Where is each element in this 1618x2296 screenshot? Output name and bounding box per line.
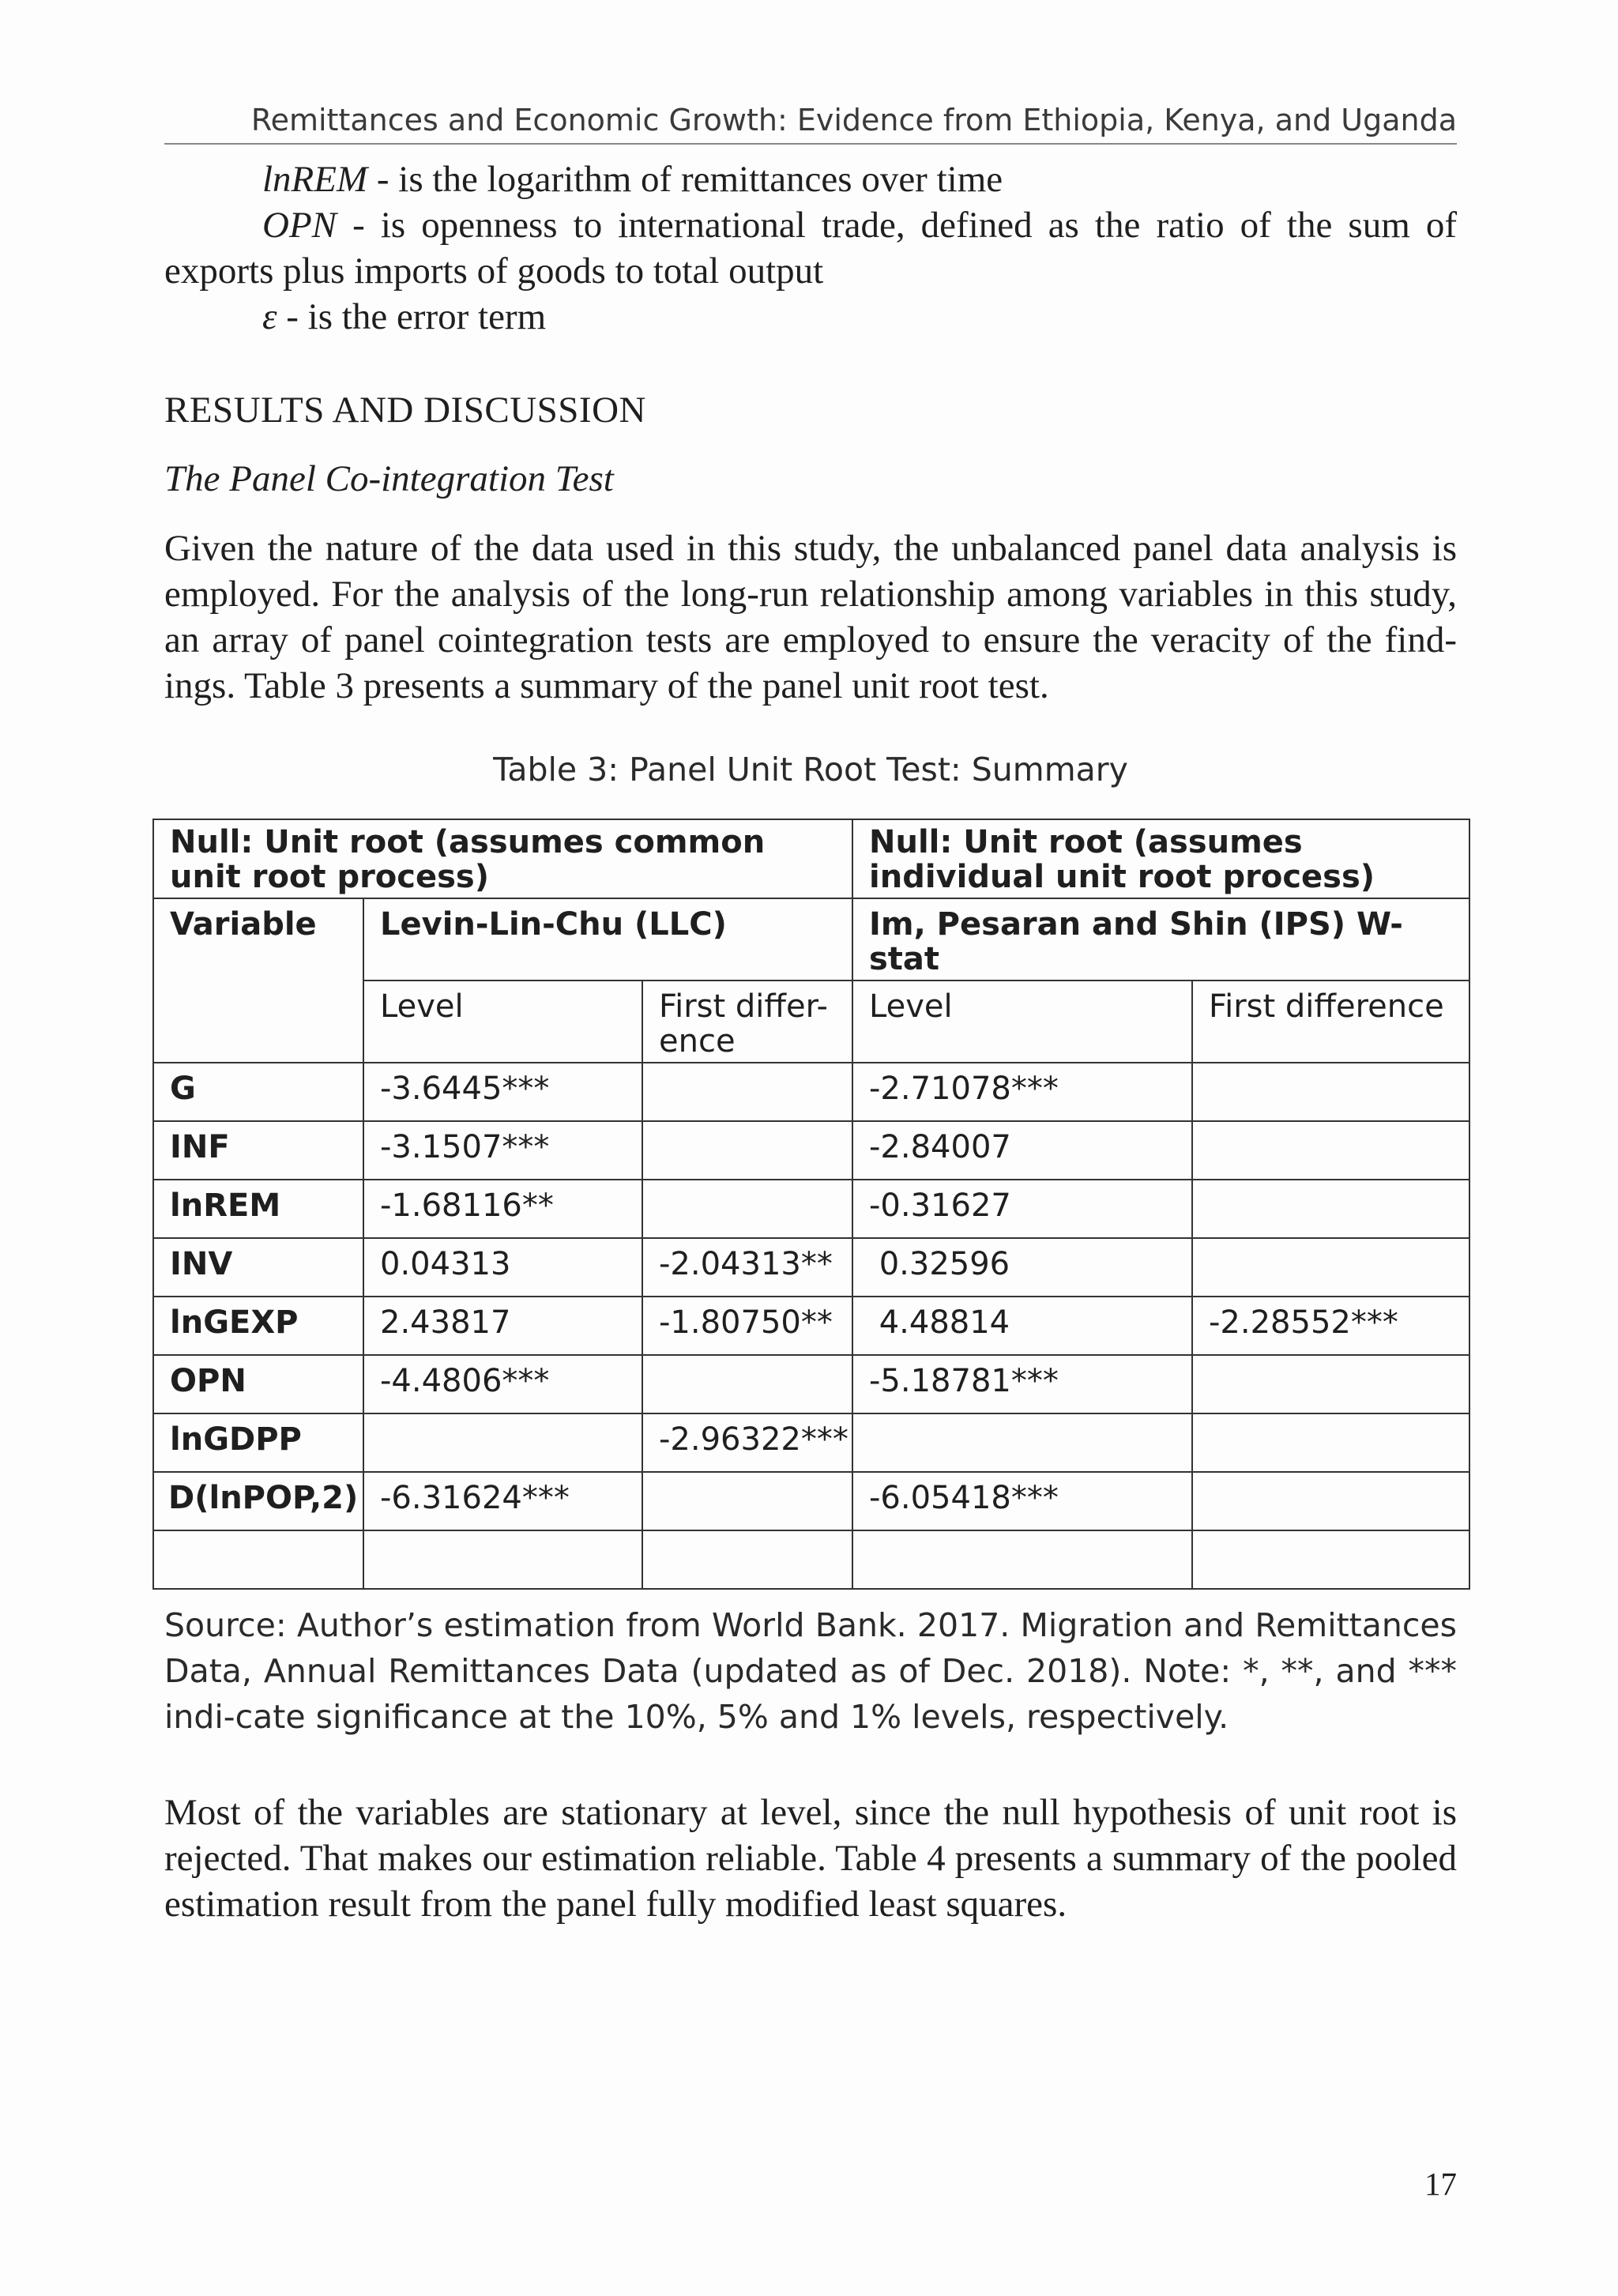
cell-llc-first-difference bbox=[642, 1530, 852, 1589]
table-row bbox=[153, 1530, 1469, 1589]
cell-llc-level: -1.68116** bbox=[363, 1180, 642, 1238]
cell-llc-first-difference bbox=[642, 1355, 852, 1413]
cell-llc-first-difference bbox=[642, 1180, 852, 1238]
subsection-heading: The Panel Co-integration Test bbox=[164, 458, 614, 499]
table-row bbox=[153, 1180, 1469, 1238]
cell-ips-first-difference bbox=[1192, 1238, 1469, 1297]
header-null-individual: Null: Unit root (assumes individual unit root process) bbox=[852, 819, 1469, 898]
definition-lnrem bbox=[164, 156, 1457, 202]
definition-opn bbox=[164, 202, 1457, 294]
header-null-common: Null: Unit root (assumes common unit root process) bbox=[153, 819, 852, 898]
cell-variable: lnGDPP bbox=[153, 1413, 363, 1472]
table-source-note: Source: Author’s estimation from World Bank. 2017. Migration and Remittances Data, Annual Remittances Data (updated as of Dec. 2018). Note: *, **, and *** indi-cate significance at the 10%, 5% and 1% levels, respectively. bbox=[164, 1606, 1457, 1736]
unit-root-table bbox=[152, 819, 1470, 1590]
cell-llc-level: -3.1507*** bbox=[363, 1121, 642, 1180]
cell-ips-first-difference bbox=[1192, 1413, 1469, 1472]
section-heading: RESULTS AND DISCUSSION bbox=[164, 390, 646, 431]
cell-llc-first-difference bbox=[642, 1472, 852, 1530]
cell-llc-first-difference bbox=[642, 1063, 852, 1121]
header-rule bbox=[164, 143, 1457, 145]
term-epsilon: ε bbox=[262, 296, 277, 337]
cell-variable: lnREM bbox=[153, 1180, 363, 1238]
cell-llc-level: 0.04313 bbox=[363, 1238, 642, 1297]
table-row bbox=[153, 1121, 1469, 1180]
header-variable: Variable bbox=[153, 898, 363, 1063]
term-lnrem: lnREM bbox=[262, 159, 368, 200]
cell-ips-level: -6.05418*** bbox=[852, 1472, 1192, 1530]
term-opn: OPN bbox=[262, 205, 337, 246]
header-llc-level: Level bbox=[363, 981, 642, 1063]
header-ips-first-difference: First difference bbox=[1192, 981, 1469, 1063]
cell-ips-first-difference bbox=[1192, 1063, 1469, 1121]
page-number: 17 bbox=[1424, 2166, 1457, 2202]
cell-llc-level bbox=[363, 1413, 642, 1472]
cell-variable bbox=[153, 1530, 363, 1589]
cell-variable: lnGEXP bbox=[153, 1297, 363, 1355]
body-paragraph-1: Given the nature of the data used in this study, the unbalanced panel data analysis is employed. For the analysis of the long-run relationship among variables in this study, an array of panel cointegration tests are employed to ensure the veracity of the find-ings. Table 3 presents a summary of the panel unit root test. bbox=[164, 528, 1457, 706]
cell-variable: D(lnPOP,2) bbox=[153, 1472, 363, 1530]
cell-llc-level bbox=[363, 1530, 642, 1589]
cell-variable: OPN bbox=[153, 1355, 363, 1413]
definition-error-term bbox=[164, 294, 1457, 340]
table-row bbox=[153, 1413, 1469, 1472]
header-llc: Levin-Lin-Chu (LLC) bbox=[363, 898, 852, 981]
header-llc-first-difference: First differ-ence bbox=[642, 981, 852, 1063]
definition-error-text: - is the error term bbox=[277, 296, 547, 337]
definition-opn-text: - is openness to international trade, defined as the ratio of the sum of exports plus imports of goods to total output bbox=[164, 205, 1457, 292]
cell-ips-first-difference bbox=[1192, 1530, 1469, 1589]
cell-ips-level bbox=[852, 1530, 1192, 1589]
table-row bbox=[153, 1472, 1469, 1530]
cell-variable: G bbox=[153, 1063, 363, 1121]
header-ips-level: Level bbox=[852, 981, 1192, 1063]
cell-ips-level: -2.71078*** bbox=[852, 1063, 1192, 1121]
header-ips: Im, Pesaran and Shin (IPS) W-stat bbox=[852, 898, 1469, 981]
table-row bbox=[153, 1355, 1469, 1413]
cell-llc-level: -3.6445*** bbox=[363, 1063, 642, 1121]
cell-llc-first-difference: -2.96322*** bbox=[642, 1413, 852, 1472]
definition-lnrem-text: - is the logarithm of remittances over time bbox=[367, 159, 1003, 200]
variable-definitions bbox=[164, 156, 1457, 340]
table-caption: Table 3: Panel Unit Root Test: Summary bbox=[493, 751, 1128, 789]
cell-ips-level: 0.32596 bbox=[852, 1238, 1192, 1297]
cell-ips-level: -0.31627 bbox=[852, 1180, 1192, 1238]
cell-llc-first-difference bbox=[642, 1121, 852, 1180]
cell-ips-level: -2.84007 bbox=[852, 1121, 1192, 1180]
table-header-row-null bbox=[153, 819, 1469, 898]
cell-ips-level: 4.48814 bbox=[852, 1297, 1192, 1355]
running-header: Remittances and Economic Growth: Evidence from Ethiopia, Kenya, and Uganda bbox=[250, 103, 1457, 137]
body-paragraph-2: Most of the variables are stationary at level, since the null hypothesis of unit root is rejected. That makes our estimation reliable. Table 4 presents a summary of the pooled estimation result from the panel fully modified least squares. bbox=[164, 1792, 1457, 1925]
table-row bbox=[153, 1238, 1469, 1297]
cell-ips-level: -5.18781*** bbox=[852, 1355, 1192, 1413]
cell-llc-first-difference: -1.80750** bbox=[642, 1297, 852, 1355]
cell-llc-first-difference: -2.04313** bbox=[642, 1238, 852, 1297]
table-header-row-tests bbox=[153, 898, 1469, 981]
cell-variable: INV bbox=[153, 1238, 363, 1297]
cell-llc-level: -6.31624*** bbox=[363, 1472, 642, 1530]
table-row bbox=[153, 1063, 1469, 1121]
cell-ips-level bbox=[852, 1413, 1192, 1472]
cell-ips-first-difference bbox=[1192, 1355, 1469, 1413]
cell-ips-first-difference bbox=[1192, 1472, 1469, 1530]
cell-ips-first-difference: -2.28552*** bbox=[1192, 1297, 1469, 1355]
cell-ips-first-difference bbox=[1192, 1121, 1469, 1180]
table-row bbox=[153, 1297, 1469, 1355]
cell-ips-first-difference bbox=[1192, 1180, 1469, 1238]
cell-variable: INF bbox=[153, 1121, 363, 1180]
cell-llc-level: 2.43817 bbox=[363, 1297, 642, 1355]
cell-llc-level: -4.4806*** bbox=[363, 1355, 642, 1413]
